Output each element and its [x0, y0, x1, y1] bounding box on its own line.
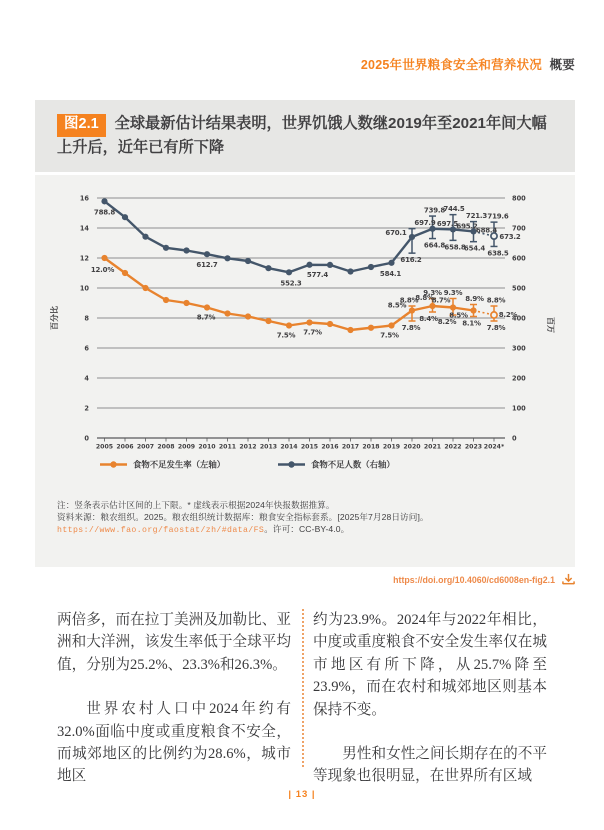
svg-text:2012: 2012 — [239, 443, 257, 451]
source-text: 资料来源：粮农组织。2025。粮农组织统计数据库：粮食安全指标套系。[2025年7月28日访问]。 — [57, 511, 429, 522]
svg-text:584.1: 584.1 — [379, 269, 402, 278]
svg-text:721.3: 721.3 — [465, 212, 488, 221]
svg-text:600: 600 — [512, 254, 526, 263]
svg-text:695.2: 695.2 — [456, 222, 478, 231]
svg-text:2015: 2015 — [300, 443, 319, 451]
svg-text:2022: 2022 — [444, 443, 462, 451]
svg-text:300: 300 — [512, 344, 526, 353]
svg-text:700: 700 — [512, 224, 526, 233]
figure-title-text: 全球最新估计结果表明，世界饥饿人数继2019年至2021年间大幅上升后，近年已有所下降 — [57, 115, 547, 156]
figure-doi-link[interactable]: https://doi.org/10.4060/cd6008en-fig2.1 — [393, 574, 555, 585]
svg-text:7.5%: 7.5% — [276, 331, 296, 340]
figure-title — [57, 113, 553, 160]
paragraph: 两倍多，而在拉丁美洲及加勒比、亚洲和大洋洲，该发生率低于全球平均值，分别为25.2%、23.3%和26.3%。 — [57, 612, 291, 673]
svg-text:食物不足发生率（左轴）: 食物不足发生率（左轴） — [133, 459, 226, 470]
svg-text:100: 100 — [512, 404, 526, 413]
svg-text:744.5: 744.5 — [443, 205, 465, 214]
svg-text:2: 2 — [84, 404, 89, 413]
paragraph: 男性和女性之间长期存在的不平等现象也很明显，在世界所有区域 — [313, 746, 547, 785]
svg-text:7.5%: 7.5% — [380, 331, 399, 340]
svg-text:577.4: 577.4 — [306, 270, 329, 279]
svg-text:9.3%: 9.3% — [423, 289, 442, 297]
figure-title-banner — [35, 100, 575, 172]
svg-text:788.8: 788.8 — [93, 208, 116, 217]
doi-row — [393, 573, 575, 586]
svg-text:2009: 2009 — [177, 443, 196, 451]
report-title: 2025年世界粮食安全和营养状况 — [360, 58, 542, 72]
svg-text:697.9: 697.9 — [414, 219, 436, 228]
svg-text:800: 800 — [512, 194, 526, 203]
svg-text:673.2: 673.2 — [499, 233, 521, 242]
svg-text:688.4: 688.4 — [475, 226, 498, 235]
svg-text:2008: 2008 — [157, 443, 175, 451]
svg-text:2010: 2010 — [198, 443, 216, 451]
svg-text:8.4%: 8.4% — [419, 315, 438, 323]
svg-text:2024*: 2024* — [483, 443, 505, 451]
paragraph: 约为23.9%。2024年与2022年相比，中度或重度粮食不安全发生率仅在城市地区有所下降，从25.7%降至23.9%，而在农村和城郊地区则基本保持不变。 — [313, 612, 547, 718]
svg-text:2021: 2021 — [423, 443, 442, 451]
svg-text:2005: 2005 — [95, 443, 114, 451]
column-divider — [302, 609, 304, 767]
svg-text:2011: 2011 — [218, 443, 237, 451]
svg-text:664.8: 664.8 — [423, 241, 446, 250]
svg-text:10: 10 — [79, 284, 89, 293]
svg-text:2007: 2007 — [136, 443, 155, 451]
svg-text:654.4: 654.4 — [463, 244, 486, 253]
svg-text:8.1%: 8.1% — [462, 319, 481, 328]
svg-text:616.2: 616.2 — [400, 256, 422, 265]
svg-text:食物不足人数（右轴）: 食物不足人数（右轴） — [311, 459, 395, 470]
svg-text:400: 400 — [512, 314, 526, 323]
svg-text:7.8%: 7.8% — [401, 324, 421, 332]
svg-text:638.5: 638.5 — [487, 249, 509, 258]
svg-text:612.7: 612.7 — [196, 261, 218, 270]
svg-text:7.7%: 7.7% — [303, 328, 322, 337]
svg-text:9.3%: 9.3% — [443, 289, 463, 297]
body-column-right — [313, 609, 547, 788]
source-suffix: 。许可：CC-BY-4.0。 — [264, 523, 350, 534]
svg-text:百分比: 百分比 — [50, 306, 59, 330]
svg-text:2013: 2013 — [259, 443, 278, 451]
svg-text:4: 4 — [84, 374, 89, 383]
svg-text:8.2%: 8.2% — [437, 318, 457, 326]
paragraph: 世界农村人口中2024年约有32.0%面临中度或重度粮食不安全，而城郊地区的比例约为28.6%，城市地区 — [57, 701, 291, 785]
figure-source-line — [57, 512, 559, 537]
svg-text:16: 16 — [79, 194, 89, 203]
svg-text:670.1: 670.1 — [385, 228, 407, 237]
svg-text:0: 0 — [84, 434, 89, 443]
svg-text:8.8%: 8.8% — [399, 296, 419, 305]
figure-note-line: 注：竖条表示估计区间的上下限。* 虚线表示根据2024年快报数据推算。 — [57, 500, 335, 510]
source-url-link[interactable]: https://www.fao.org/faostat/zh/#data/FS — [57, 525, 265, 535]
svg-text:8.7%: 8.7% — [196, 313, 216, 322]
download-icon[interactable] — [562, 573, 575, 586]
svg-text:200: 200 — [512, 374, 526, 383]
svg-text:8.9%: 8.9% — [465, 295, 484, 303]
body-column-left — [57, 609, 291, 788]
svg-text:552.3: 552.3 — [280, 279, 302, 288]
svg-text:2017: 2017 — [341, 443, 360, 451]
chart-legend — [100, 460, 395, 470]
svg-text:0: 0 — [512, 434, 517, 443]
figure-number-badge: 图2.1 — [57, 114, 106, 137]
data-labels — [94, 205, 521, 287]
svg-text:7.8%: 7.8% — [486, 324, 506, 332]
svg-text:8: 8 — [84, 314, 89, 323]
svg-text:719.6: 719.6 — [487, 212, 509, 221]
svg-text:2020: 2020 — [403, 443, 421, 451]
svg-text:8.7%: 8.7% — [431, 296, 451, 305]
report-subtitle: 概要 — [549, 58, 575, 72]
svg-text:12: 12 — [79, 254, 89, 263]
svg-text:14: 14 — [79, 224, 89, 233]
page-header — [361, 55, 575, 73]
svg-text:697.5: 697.5 — [436, 219, 459, 228]
svg-text:739.8: 739.8 — [423, 206, 446, 215]
svg-text:658.8: 658.8 — [444, 243, 466, 252]
svg-text:2019: 2019 — [382, 443, 401, 451]
svg-text:2023: 2023 — [464, 443, 483, 451]
svg-text:8.5%: 8.5% — [449, 311, 468, 320]
svg-text:2018: 2018 — [362, 443, 380, 451]
figure-2-1-line-chart — [35, 185, 575, 480]
svg-text:8.8%: 8.8% — [486, 296, 506, 305]
svg-text:8.5%: 8.5% — [387, 301, 407, 310]
svg-text:2016: 2016 — [321, 443, 339, 451]
svg-text:2006: 2006 — [116, 443, 134, 451]
svg-text:8.2%: 8.2% — [498, 311, 518, 319]
svg-text:百万: 百万 — [546, 317, 555, 333]
body-columns — [57, 609, 547, 788]
figure-notes — [57, 500, 559, 536]
svg-text:500: 500 — [512, 284, 526, 293]
page-number: | 13 | — [288, 789, 316, 800]
svg-text:12.0%: 12.0% — [90, 266, 115, 274]
svg-text:8.8%: 8.8% — [415, 294, 434, 302]
svg-text:6: 6 — [84, 344, 89, 353]
svg-text:2014: 2014 — [280, 443, 298, 451]
